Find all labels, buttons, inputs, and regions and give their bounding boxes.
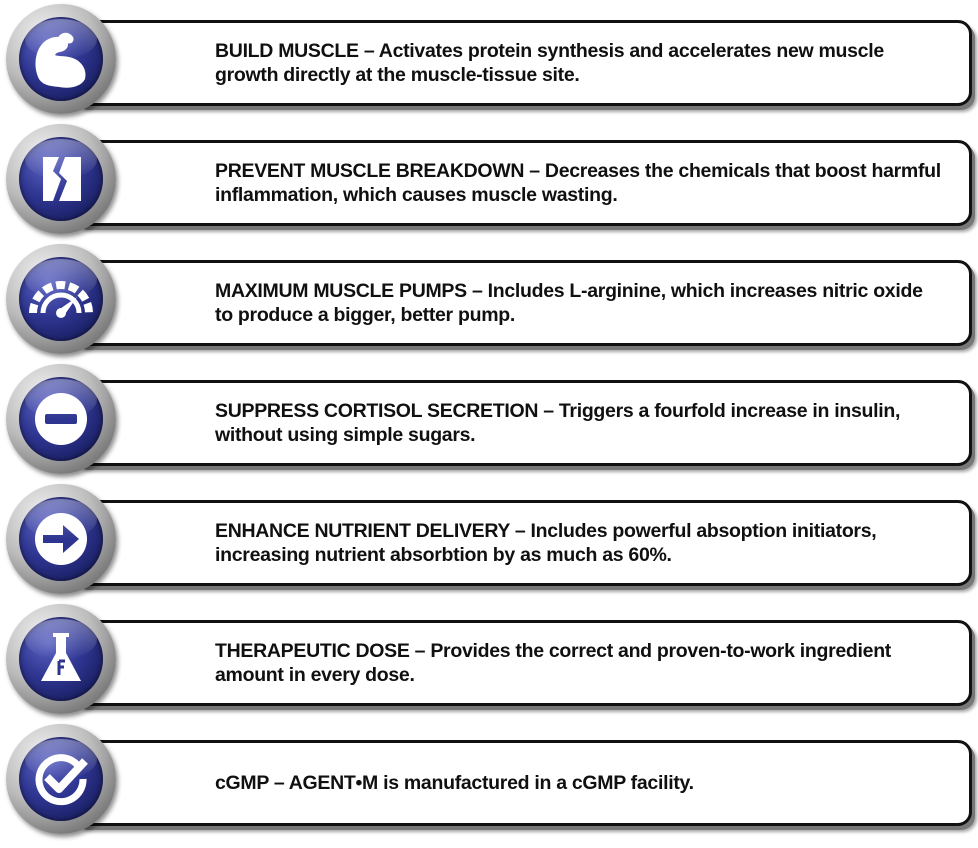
feature-panel [72, 740, 972, 826]
feature-text: BUILD MUSCLE – Activates protein synthesis and accelerates new muscle growth directly at the muscle-tissue site. [215, 40, 884, 86]
feature-badge [6, 124, 116, 234]
feature-text: SUPPRESS CORTISOL SECRETION – Triggers a fourfold increase in insulin, without using simple sugars. [215, 400, 901, 446]
feature-row-nutrient-delivery [0, 480, 978, 600]
feature-panel [72, 380, 972, 466]
feature-row-build-muscle [0, 0, 978, 120]
feature-text: MAXIMUM MUSCLE PUMPS – Includes L-arginine, which increases nitric oxide to produce a bigger, better pump. [215, 280, 923, 326]
feature-row-muscle-pumps [0, 240, 978, 360]
feature-panel [72, 140, 972, 226]
feature-text: ENHANCE NUTRIENT DELIVERY – Includes powerful absoption initiators, increasing nutrient absorbtion by as much as 60%. [215, 520, 877, 566]
feature-panel [72, 260, 972, 346]
feature-text: THERAPEUTIC DOSE – Provides the correct and proven-to-work ingredient amount in every dose. [215, 640, 891, 686]
feature-row-therapeutic-dose [0, 600, 978, 720]
feature-panel [72, 620, 972, 706]
feature-panel [72, 500, 972, 586]
feature-row-prevent-breakdown [0, 120, 978, 240]
feature-badge [6, 604, 116, 714]
feature-row-cgmp [0, 720, 978, 840]
feature-row-suppress-cortisol [0, 360, 978, 480]
feature-badge [6, 244, 116, 354]
feature-badge [6, 724, 116, 834]
feature-badge [6, 484, 116, 594]
feature-text: cGMP – AGENT•M is manufactured in a cGMP facility. [215, 772, 694, 794]
feature-panel [72, 20, 972, 106]
feature-badge [6, 364, 116, 474]
feature-badge [6, 4, 116, 114]
feature-text: PREVENT MUSCLE BREAKDOWN – Decreases the chemicals that boost harmful inflammation, which causes muscle wasting. [215, 160, 941, 206]
